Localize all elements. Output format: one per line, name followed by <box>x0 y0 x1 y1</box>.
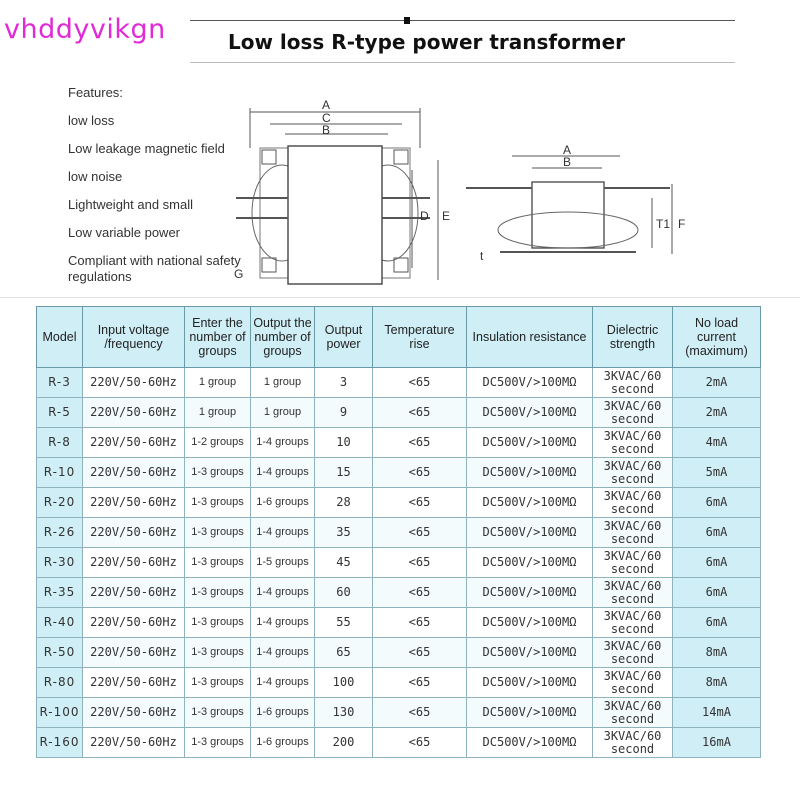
cell-no-load-current: 8mA <box>673 668 761 698</box>
watermark-text: vhddyvikgn <box>4 14 166 45</box>
title-underline <box>190 62 735 63</box>
col-header-output-groups: Output the number of groups <box>251 307 315 368</box>
feature-item: Compliant with national safety regulations <box>68 253 241 284</box>
cell-temperature-rise: <65 <box>373 458 467 488</box>
col-header-output-power: Output power <box>315 307 373 368</box>
cell-dielectric-strength: 3KVAC/60 second <box>593 698 673 728</box>
col-header-dielectric-strength: Dielectric strength <box>593 307 673 368</box>
side-dim-label-b: B <box>563 155 572 169</box>
col-header-input-voltage: Input voltage /frequency <box>83 307 185 368</box>
dim-label-d: D <box>420 209 429 223</box>
cell-output-power: 100 <box>315 668 373 698</box>
dim-label-b: B <box>322 123 331 137</box>
cell-no-load-current: 14mA <box>673 698 761 728</box>
col-header-input-groups: Enter the number of groups <box>185 307 251 368</box>
cell-input-voltage: 220V/50-60Hz <box>83 428 185 458</box>
cell-model: R-20 <box>37 488 83 518</box>
cell-output-power: 65 <box>315 638 373 668</box>
cell-dielectric-strength: 3KVAC/60 second <box>593 458 673 488</box>
cell-dielectric-strength: 3KVAC/60 second <box>593 368 673 398</box>
cell-dielectric-strength: 3KVAC/60 second <box>593 398 673 428</box>
transformer-front-view-diagram <box>230 98 452 288</box>
cell-output-power: 9 <box>315 398 373 428</box>
cell-dielectric-strength: 3KVAC/60 second <box>593 518 673 548</box>
cell-output-groups: 1-4 groups <box>251 638 315 668</box>
dim-label-c: C <box>322 111 331 125</box>
cell-output-power: 130 <box>315 698 373 728</box>
cell-input-groups: 1-3 groups <box>185 668 251 698</box>
cell-insulation-resistance: DC500V/>100MΩ <box>467 548 593 578</box>
cell-temperature-rise: <65 <box>373 428 467 458</box>
cell-input-groups: 1-2 groups <box>185 428 251 458</box>
cell-no-load-current: 5mA <box>673 458 761 488</box>
transformer-side-view-diagram <box>460 144 700 274</box>
cell-model: R-3 <box>37 368 83 398</box>
table-row <box>37 578 761 608</box>
cell-temperature-rise: <65 <box>373 698 467 728</box>
cell-dielectric-strength: 3KVAC/60 second <box>593 668 673 698</box>
cell-temperature-rise: <65 <box>373 518 467 548</box>
cell-input-groups: 1-3 groups <box>185 728 251 758</box>
cell-output-power: 10 <box>315 428 373 458</box>
cell-output-power: 55 <box>315 608 373 638</box>
cell-output-power: 200 <box>315 728 373 758</box>
cell-input-groups: 1-3 groups <box>185 608 251 638</box>
dim-label-g: G <box>234 267 244 281</box>
specification-table <box>36 306 761 758</box>
cell-output-power: 45 <box>315 548 373 578</box>
table-body <box>37 368 761 758</box>
cell-insulation-resistance: DC500V/>100MΩ <box>467 398 593 428</box>
cell-input-groups: 1-3 groups <box>185 458 251 488</box>
cell-temperature-rise: <65 <box>373 548 467 578</box>
dim-label-a: A <box>322 98 331 112</box>
table-row <box>37 428 761 458</box>
cell-model: R-35 <box>37 578 83 608</box>
cell-temperature-rise: <65 <box>373 728 467 758</box>
cell-input-groups: 1-3 groups <box>185 488 251 518</box>
cell-no-load-current: 6mA <box>673 608 761 638</box>
cell-dielectric-strength: 3KVAC/60 second <box>593 728 673 758</box>
cell-model: R-100 <box>37 698 83 728</box>
table-row <box>37 488 761 518</box>
cell-temperature-rise: <65 <box>373 608 467 638</box>
section-divider <box>0 297 800 298</box>
cell-input-voltage: 220V/50-60Hz <box>83 728 185 758</box>
col-header-model: Model <box>37 307 83 368</box>
cell-input-voltage: 220V/50-60Hz <box>83 578 185 608</box>
cell-dielectric-strength: 3KVAC/60 second <box>593 428 673 458</box>
cell-no-load-current: 6mA <box>673 548 761 578</box>
page-title: Low loss R-type power transformer <box>228 30 625 54</box>
cell-insulation-resistance: DC500V/>100MΩ <box>467 458 593 488</box>
side-dim-label-t1: T1 <box>656 217 671 231</box>
cell-insulation-resistance: DC500V/>100MΩ <box>467 428 593 458</box>
cell-output-groups: 1-4 groups <box>251 578 315 608</box>
cell-input-voltage: 220V/50-60Hz <box>83 518 185 548</box>
cell-output-power: 3 <box>315 368 373 398</box>
table-row <box>37 638 761 668</box>
cell-no-load-current: 2mA <box>673 368 761 398</box>
cell-input-voltage: 220V/50-60Hz <box>83 698 185 728</box>
table-row <box>37 548 761 578</box>
cell-no-load-current: 6mA <box>673 518 761 548</box>
table-row <box>37 398 761 428</box>
cell-model: R-30 <box>37 548 83 578</box>
cell-temperature-rise: <65 <box>373 368 467 398</box>
cell-model: R-40 <box>37 608 83 638</box>
side-dim-label-t: t <box>480 249 484 263</box>
top-rule-marker <box>404 17 410 24</box>
cell-output-groups: 1-5 groups <box>251 548 315 578</box>
feature-item: Lightweight and small <box>68 197 194 212</box>
table-row <box>37 668 761 698</box>
cell-output-groups: 1 group <box>251 398 315 428</box>
table-header-row <box>37 307 761 368</box>
cell-temperature-rise: <65 <box>373 578 467 608</box>
feature-item: Low variable power <box>68 225 181 240</box>
col-header-no-load-current: No load current (maximum) <box>673 307 761 368</box>
cell-dielectric-strength: 3KVAC/60 second <box>593 608 673 638</box>
col-header-insulation-resistance: Insulation resistance <box>467 307 593 368</box>
cell-model: R-10 <box>37 458 83 488</box>
table-row <box>37 458 761 488</box>
cell-input-groups: 1 group <box>185 398 251 428</box>
cell-dielectric-strength: 3KVAC/60 second <box>593 578 673 608</box>
cell-input-groups: 1-3 groups <box>185 578 251 608</box>
cell-insulation-resistance: DC500V/>100MΩ <box>467 638 593 668</box>
cell-no-load-current: 6mA <box>673 488 761 518</box>
cell-output-power: 35 <box>315 518 373 548</box>
cell-temperature-rise: <65 <box>373 398 467 428</box>
col-header-temperature-rise: Temperature rise <box>373 307 467 368</box>
cell-insulation-resistance: DC500V/>100MΩ <box>467 578 593 608</box>
cell-output-power: 15 <box>315 458 373 488</box>
cell-input-voltage: 220V/50-60Hz <box>83 638 185 668</box>
cell-output-groups: 1-4 groups <box>251 428 315 458</box>
cell-output-power: 28 <box>315 488 373 518</box>
cell-model: R-160 <box>37 728 83 758</box>
cell-output-groups: 1-6 groups <box>251 728 315 758</box>
side-dim-label-a: A <box>563 144 572 157</box>
cell-model: R-8 <box>37 428 83 458</box>
table-row <box>37 728 761 758</box>
feature-item: Low leakage magnetic field <box>68 141 225 156</box>
cell-input-voltage: 220V/50-60Hz <box>83 398 185 428</box>
cell-output-groups: 1 group <box>251 368 315 398</box>
cell-insulation-resistance: DC500V/>100MΩ <box>467 728 593 758</box>
cell-dielectric-strength: 3KVAC/60 second <box>593 488 673 518</box>
cell-insulation-resistance: DC500V/>100MΩ <box>467 698 593 728</box>
cell-insulation-resistance: DC500V/>100MΩ <box>467 668 593 698</box>
cell-no-load-current: 8mA <box>673 638 761 668</box>
cell-input-groups: 1-3 groups <box>185 698 251 728</box>
cell-input-voltage: 220V/50-60Hz <box>83 668 185 698</box>
side-dim-label-f: F <box>678 217 686 231</box>
cell-dielectric-strength: 3KVAC/60 second <box>593 548 673 578</box>
cell-no-load-current: 2mA <box>673 398 761 428</box>
cell-input-groups: 1-3 groups <box>185 518 251 548</box>
cell-input-voltage: 220V/50-60Hz <box>83 368 185 398</box>
cell-output-groups: 1-4 groups <box>251 518 315 548</box>
cell-no-load-current: 6mA <box>673 578 761 608</box>
cell-input-groups: 1-3 groups <box>185 548 251 578</box>
cell-input-voltage: 220V/50-60Hz <box>83 458 185 488</box>
cell-temperature-rise: <65 <box>373 488 467 518</box>
cell-output-power: 60 <box>315 578 373 608</box>
table-row <box>37 368 761 398</box>
cell-input-voltage: 220V/50-60Hz <box>83 488 185 518</box>
features-list <box>68 85 248 297</box>
cell-input-groups: 1-3 groups <box>185 638 251 668</box>
cell-model: R-26 <box>37 518 83 548</box>
feature-item: low loss <box>68 113 115 128</box>
cell-input-voltage: 220V/50-60Hz <box>83 608 185 638</box>
cell-insulation-resistance: DC500V/>100MΩ <box>467 608 593 638</box>
cell-input-voltage: 220V/50-60Hz <box>83 548 185 578</box>
cell-output-groups: 1-6 groups <box>251 488 315 518</box>
cell-output-groups: 1-4 groups <box>251 608 315 638</box>
table-row <box>37 518 761 548</box>
cell-output-groups: 1-4 groups <box>251 458 315 488</box>
cell-no-load-current: 16mA <box>673 728 761 758</box>
cell-temperature-rise: <65 <box>373 668 467 698</box>
feature-item: low noise <box>68 169 123 184</box>
cell-dielectric-strength: 3KVAC/60 second <box>593 638 673 668</box>
cell-output-groups: 1-6 groups <box>251 698 315 728</box>
cell-output-groups: 1-4 groups <box>251 668 315 698</box>
cell-temperature-rise: <65 <box>373 638 467 668</box>
top-rule <box>190 20 735 21</box>
cell-no-load-current: 4mA <box>673 428 761 458</box>
cell-insulation-resistance: DC500V/>100MΩ <box>467 488 593 518</box>
features-heading: Features: <box>68 85 123 100</box>
cell-model: R-80 <box>37 668 83 698</box>
cell-insulation-resistance: DC500V/>100MΩ <box>467 368 593 398</box>
table-row <box>37 608 761 638</box>
cell-input-groups: 1 group <box>185 368 251 398</box>
dim-label-e: E <box>442 209 451 223</box>
cell-model: R-5 <box>37 398 83 428</box>
cell-insulation-resistance: DC500V/>100MΩ <box>467 518 593 548</box>
cell-model: R-50 <box>37 638 83 668</box>
table-row <box>37 698 761 728</box>
